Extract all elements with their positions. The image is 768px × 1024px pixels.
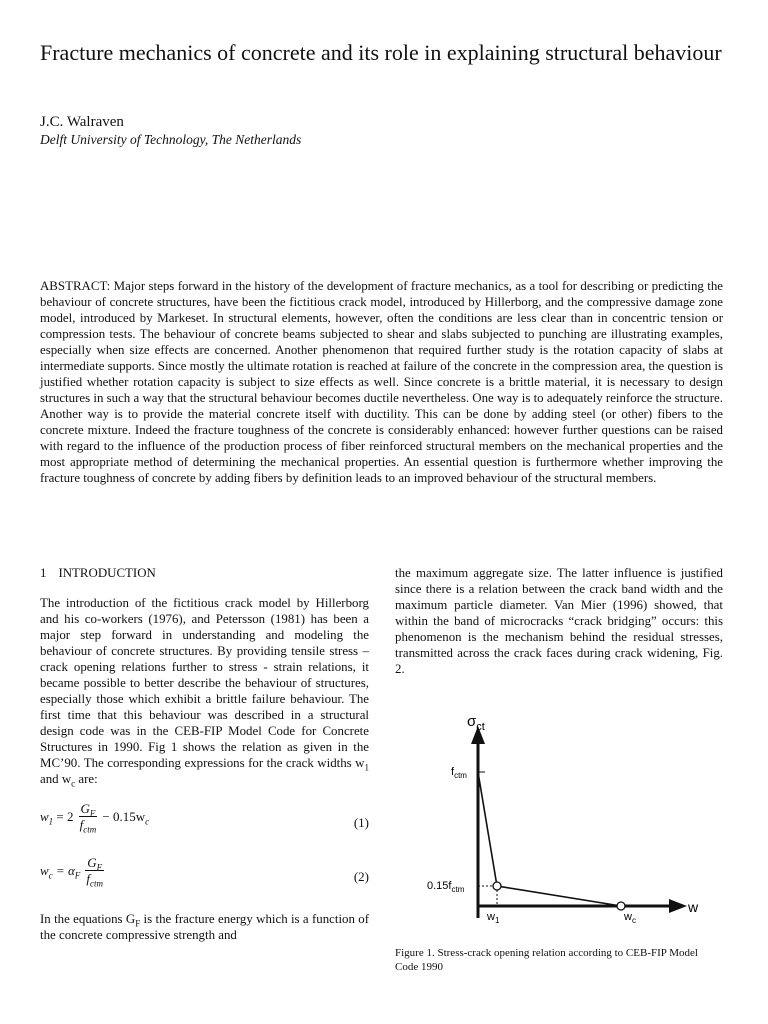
wc-point [617,902,625,910]
wc-label: $w_c$ [624,911,636,925]
residual-label: $0.15f_{ctm}$ [427,880,465,894]
equation-2-number: (2) [353,869,369,884]
y-axis-label: $\sigma_{ct}$ [467,713,485,733]
left-column [40,565,369,943]
kink-point [493,882,501,890]
section-heading [40,565,369,581]
intro-paragraph-continued: the maximum aggregate size. The latter influence is justified since there is a relation between the crack band width and the maximum particle diameter. Van Mier (1996) showed, that within the band of microcracks “crack bridging” occurs: this phenomenon is the mechanism behind the residual stresses, transmitted across the crack faces during crack widening, Fig. 2. [395,566,723,676]
author-affiliation: Delft University of Technology, The Netherlands [40,132,302,147]
intro-paragraph-1: The introduction of the fictitious crack model by Hillerborg and his co-workers (1976), and Petersson (1981) has been a major step forward in understanding and modeling the behaviour of concrete structures. By providing tensile stress – crack opening relations further to stress - strain relations, it became possible to better describe the behaviour of structures, especially those which exhibit a brittle failure behaviour. The first time that this behaviour was described in a structural design code was in the CEB-FIP Model Code for Concrete Structures in 1990. Fig 1 shows the relation as given in the MC’90. The corresponding expressions for the crack widths $w_1$ and $w_c$ are: [40,596,369,789]
equation-1: $w_1 = 2$ $\frac{G_F}{f_{ctm}}$ − $0.15w_c$ (1) [40,801,369,835]
equation-2: $w_c = \alpha_F$ $\frac{G_F}{f_{ctm}}$ (2) [40,855,369,889]
figure-caption: Figure 1. Stress-crack opening relation according to CEB-FIP Model Code 1990 [395,947,698,973]
section-title: INTRODUCTION [58,566,156,580]
equation-1-number: (1) [353,815,369,830]
right-column [395,565,723,677]
figure-1 [395,706,725,934]
w1-label: $w_1$ [487,911,500,925]
x-axis-label: w [688,899,699,915]
author-name: J.C. Walraven [40,114,124,130]
abstract: ABSTRACT: Major steps forward in the history of the development of fracture mechanics, as a tool for describing or predicting the behaviour of concrete structures, have been the fictitious crack model, introduced by Hillerborg, and the compressive damage zone model, introduced by Markeset. In structural elements, however, often the conditions are less clear than in concentric tension or compression tests. The behaviour of concrete beams subjected to shear and slabs subjected to punching are illustrating examples, especially when size effects are concerned. Another phenomenon that required further study is the rotation capacity of slabs at intermediate supports. Since mostly the ultimate rotation is reached at failure of the concrete in the compression area, the question is justified whether rotation capacity is subject to size effects as well. Since concrete is a brittle material, it is necessary to design structures in such a way that the structural behaviour becomes ductile nevertheless. One way is to adequately reinforce the structure. Another way is to provide the material concrete itself with ductility. This can be done by adding steel (or other) fibers to the concrete mixture. Indeed the fracture toughness of the concrete is considerably enhanced: however further questions can be raised with regard to the influence of the production process of fiber reinforced structural members on the mechanical properties and the most appropriate method of determining the mechanical properties. An essential question is furthermore whether improving the fracture toughness of concrete by adding fibers by definition leads to an improved behaviour of the structural members. [40,279,723,485]
paper-title: Fracture mechanics of concrete and its role in explaining structural behaviour [40,40,722,65]
section-number: 1 [40,566,47,580]
intro-paragraph-2: In the equations $G_F$ is the fracture energy which is a function of the concrete compressive strength and [40,912,369,942]
x-axis-arrow [669,899,687,913]
stress-crack-diagram [395,706,725,934]
fctm-label: $f_{ctm}$ [451,766,467,780]
